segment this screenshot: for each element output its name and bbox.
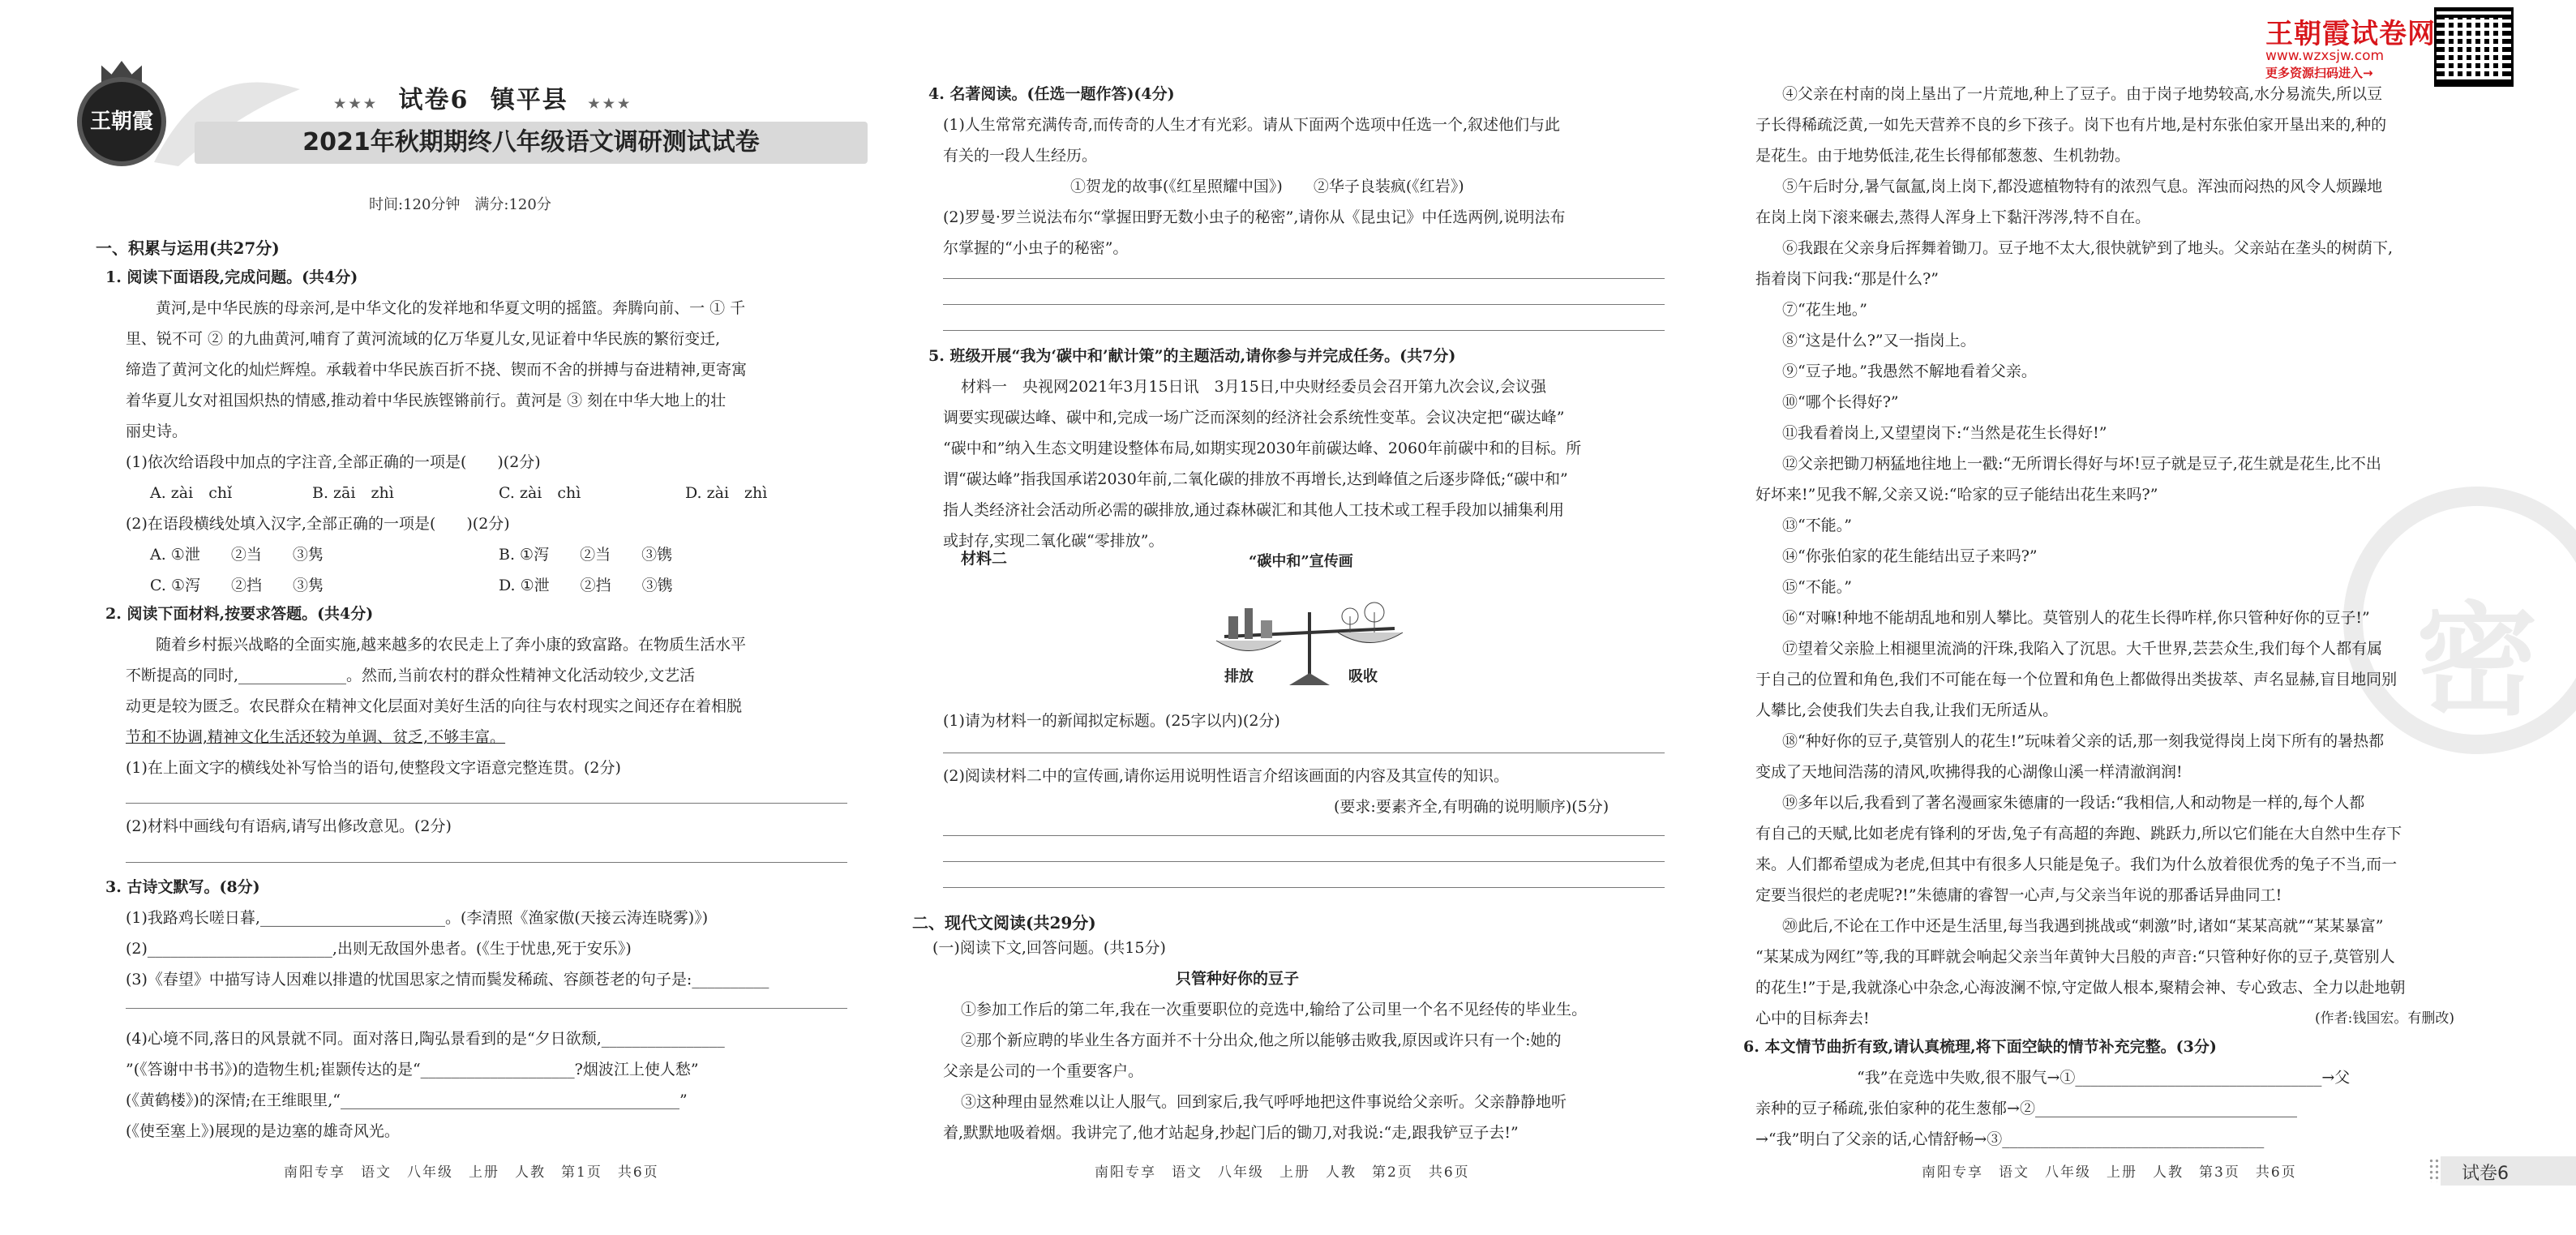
passage-line: 着华夏儿女对祖国炽热的情感,推动着中华民族铿锵前行。黄河是 ③ 刻在中华大地上的壮 (126, 392, 727, 410)
story-paragraph: ①参加工作后的第二年,我在一次重要职位的竞选中,输给了公司里一个名不见经传的毕业生。 (961, 1001, 1588, 1018)
site-name: 王朝霞试卷网 (2265, 18, 2436, 50)
option: D. ①泄 ②挡 ③镌 (499, 577, 673, 594)
star-icon: ★★★ (588, 96, 633, 111)
sub-question: (2)在语段横线处填入汉字,全部正确的一项是( )(2分) (126, 515, 510, 533)
material-line: “碳中和”纳入生态文明建设整体布局,如期实现2030年前碳达峰、2060年前碳中和的目标。所 (943, 440, 1582, 457)
story-paragraph: ④父亲在村南的岗上垦出了一片荒地,种上了豆子。由于岗子地势较高,水分易流失,所以豆 (1782, 85, 2383, 103)
story-paragraph: ⑨“豆子地。”我愚然不解地看着父亲。 (1782, 362, 2037, 380)
sub-question: 有关的一段人生经历。 (943, 147, 1098, 165)
page-column-1 (0, 0, 892, 1235)
story-paragraph: ⑫父亲把锄刀柄猛地往地上一戳:“无所谓长得好与坏!豆子就是豆子,花生就是花生,比不出 (1782, 455, 2381, 473)
sub-question: (1)请为材料一的新闻拟定标题。(25字以内)(2分) (943, 712, 1280, 730)
recitation-line: (2)________________________,出则无敌国外患者。(《生于忧患,死于安乐》) (126, 940, 632, 958)
recitation-line: (1)我路鸡长嗟日暮,________________________。(李清照《渔家傲(天接云涛连晓雾)》) (126, 909, 709, 927)
exam-meta: 时间:120分钟 满分:120分 (369, 196, 551, 213)
exam-number: 试卷6 (398, 86, 469, 114)
recitation-line: (4)心境不同,落日的风景就不同。面对落日,陶弘景看到的是“夕日欲颓,________________ (126, 1030, 725, 1048)
option: B. zāi zhì (312, 484, 394, 502)
answer-line[interactable] (943, 278, 1665, 279)
story-paragraph: 子长得稀疏泛黄,一如先天营养不良的乡下孩子。岗下也有片地,是村东张伯家开垦出来的,种的 (1755, 116, 2387, 134)
sub-question: (2)材料中画线句有语病,请写出修改意见。(2分) (126, 817, 452, 835)
question-1: 1. 阅读下面语段,完成问题。(共4分) (105, 268, 358, 286)
author-note: (作者:钱国宏。有删改) (2315, 1010, 2454, 1027)
passage-line: 不断提高的同时,______________。然而,当前农村的群众性精神文化活动较少,文艺活 (126, 667, 696, 684)
recitation-line: ”(《答谢中书书》)的造物生机;崔颢传达的是“____________________?烟波江上使人愁” (126, 1061, 699, 1078)
story-paragraph: ⑩“哪个长得好?” (1782, 393, 1899, 411)
dots-decoration-icon (2428, 1158, 2440, 1182)
story-paragraph: 在岗上岗下滚来碾去,蒸得人浑身上下黏汗涔涔,特不自在。 (1755, 208, 2151, 226)
sub-question: (1)在上面文字的横线处补写恰当的语句,使整段文字语意完整连贯。(2分) (126, 759, 621, 777)
sub-question-requirement: (要求:要素齐全,有明确的说明顺序)(5分) (1334, 798, 1609, 816)
story-paragraph: ⑯“对嘛!种地不能胡乱地和别人攀比。莫管别人的花生长得咋样,你只管种好你的豆子!” (1782, 609, 2370, 627)
answer-line[interactable] (126, 803, 847, 804)
story-paragraph: ③这种理由显然难以让人服气。回到家后,我气呼呼地把这件事说给父亲听。父亲静静地听 (961, 1093, 1567, 1111)
story-paragraph: ⑪我看着岗上,又望望岗下:“当然是花生长得好!” (1782, 424, 2107, 442)
recitation-line: (《黄鹤楼》)的深情;在王维眼里,“____________________________________________” (126, 1091, 688, 1109)
story-paragraph: ⑱“种好你的豆子,莫管别人的花生!”玩味着父亲的话,那一刻我觉得岗上岗下所有的暑热都 (1782, 732, 2385, 750)
exam-banner: 2021年秋期期终八年级语文调研测试试卷 (195, 122, 868, 164)
story-paragraph: ⑦“花生地。” (1782, 301, 1867, 319)
story-paragraph: 好坏来!”见我不解,父亲又说:“哈家的豆子能结出花生来吗?” (1755, 486, 2158, 504)
story-paragraph: 有自己的天赋,比如老虎有锋利的牙齿,兔子有高超的奔跑、跳跃力,所以它们能在大自然中生存下 (1755, 825, 2402, 843)
passage-line: 缔造了黄河文化的灿烂辉煌。承载着中华民族百折不挠、锲而不舍的拼搏与奋进精神,更寄寓 (126, 361, 748, 379)
page-footer: 南阳专享 语文 八年级 上册 人教 第1页 共6页 (284, 1164, 659, 1181)
exam-county: 镇平县 (490, 86, 568, 114)
sub-question: (2)阅读材料二中的宣传画,请你运用说明性语言介绍该画面的内容及其宣传的知识。 (943, 767, 1509, 785)
story-paragraph: ⑤午后时分,暑气氤氲,岗上岗下,都没遮植物特有的浓烈气息。浑浊而闷热的风令人烦躁地 (1782, 178, 2383, 195)
material-label: 材料二 (961, 550, 1008, 568)
page-footer: 南阳专享 语文 八年级 上册 人教 第2页 共6页 (1095, 1164, 1470, 1181)
material-line: 调要实现碳达峰、碳中和,完成一场广泛而深刻的经济社会系统性变革。会议决定把“碳达峰” (943, 409, 1565, 427)
story-paragraph: 的花生!”于是,我就涤心中杂念,心海波澜不惊,守定做人根本,聚精会神、专心致志、全力以赴地朝 (1755, 979, 2406, 997)
option: C. ①泻 ②挡 ③隽 (150, 577, 324, 594)
question-5: 5. 班级开展“我为‘碳中和’献计策”的主题活动,请你参与并完成任务。(共7分) (928, 347, 1456, 365)
exam-title (324, 79, 642, 115)
option: D. zài zhì (685, 484, 768, 502)
passage-line: 节和不协调,精神文化生活还较为单调、贫乏,不够丰富。 (126, 728, 506, 746)
story-title: 只管种好你的豆子 (1176, 970, 1300, 988)
passage-line: 黄河,是中华民族的母亲河,是中华文化的发祥地和华夏文明的摇篮。奔腾向前、一 ① 千 (156, 299, 746, 317)
options: ①贺龙的故事(《红星照耀中国》) ②华子良装疯(《红岩》) (1070, 178, 1464, 195)
answer-line[interactable] (126, 1008, 847, 1009)
site-url: www.wzxsjw.com (2265, 48, 2385, 64)
paper-tag (2441, 1156, 2576, 1186)
answer-line[interactable] (943, 330, 1665, 331)
sub-question: (1)人生常常充满传奇,而传奇的人生才有光彩。请从下面两个选项中任选一个,叙述他们与此 (943, 116, 1560, 134)
story-paragraph: ⑬“不能。” (1782, 517, 1852, 534)
watermark-icon (2343, 487, 2576, 754)
passage-line: 动更是较为匮乏。农民群众在精神文化层面对美好生活的向往与农村现实之间还存在着相脱 (126, 697, 743, 715)
passage-line: 丽史诗。 (126, 422, 188, 440)
illustration-label: 排放 (1224, 668, 1254, 685)
option: B. ①泻 ②当 ③镌 (499, 546, 673, 564)
answer-line[interactable] (943, 304, 1665, 305)
story-paragraph: ⑧“这是什么?”又一指岗上。 (1782, 332, 1976, 349)
option: A. ①泄 ②当 ③隽 (150, 546, 324, 564)
story-paragraph: 是花生。由于地势低洼,花生长得郁郁葱葱、生机勃勃。 (1755, 147, 2131, 165)
illustration-label: 吸收 (1348, 668, 1378, 685)
material-line: 指人类经济社会活动所必需的碳排放,通过森林碳汇和其他人工技术或工程手段加以捕集利用 (943, 501, 1565, 519)
option: C. zài chì (499, 484, 581, 502)
story-paragraph: 着,默默地吸着烟。我讲完了,他才站起身,抄起门后的锄刀,对我说:“走,跟我铲豆子去!” (943, 1124, 1519, 1142)
badge-text: 王朝霞 (89, 109, 153, 134)
story-paragraph: ⑳此后,不论在工作中还是生活里,每当我遇到挑战或“刺激”时,诸如“某某高就”“某某暴富” (1782, 917, 2384, 935)
watermark-text: 密 (2415, 590, 2538, 732)
question-3: 3. 古诗文默写。(8分) (105, 878, 260, 896)
story-paragraph: ⑭“你张伯家的花生能结出豆子来吗?” (1782, 547, 2038, 565)
section-heading: 一、积累与运用(共27分) (96, 238, 280, 258)
qr-code-icon[interactable] (2437, 10, 2511, 84)
story-paragraph: 人攀比,会使我们失去自我,让我们无所适从。 (1755, 701, 2059, 719)
plot-chain-line: 亲种的豆子稀疏,张伯家种的花生葱郁→②__________________________________ (1755, 1100, 2297, 1117)
paper-tag-text: 试卷6 (2462, 1164, 2509, 1184)
story-paragraph: 定要当很烂的老虎呢?!”朱德庸的睿智一心声,与父亲当年说的那番话异曲同工! (1755, 886, 2282, 904)
sub-question: 尔掌握的“小虫子的秘密”。 (943, 239, 1129, 257)
story-paragraph: ②那个新应聘的毕业生各方面并不十分出众,他之所以能够击败我,原因或许只有一个:她的 (961, 1031, 1562, 1049)
story-paragraph: 指着岗下问我:“那是什么?” (1755, 270, 1940, 288)
story-paragraph: 于自己的位置和角色,我们不可能在每一个位置和角色上都做得出类拔萃、声名显赫,盲目地同别 (1755, 671, 2398, 688)
sub-question: (1)依次给语段中加点的字注音,全部正确的一项是( )(2分) (126, 453, 541, 471)
section-heading: 二、现代文阅读(共29分) (912, 913, 1096, 933)
option: A. zài chǐ (150, 484, 233, 502)
plot-chain-line: “我”在竞选中失败,很不服气→①________________________________→父 (1857, 1069, 2351, 1087)
story-paragraph: 父亲是公司的一个重要客户。 (943, 1062, 1144, 1080)
recitation-line: (3)《春望》中描写诗人因难以排遣的忧国思家之情而鬓发稀疏、容颜苍老的句子是:__________ (126, 971, 769, 988)
star-icon: ★★★ (334, 96, 379, 111)
material-line: 或封存,实现二氧化碳“零排放”。 (943, 532, 1164, 550)
story-paragraph: “某某成为网红”等,我的耳畔就会响起父亲当年黄钟大吕般的声音:“只管种好你的豆子,莫管别人 (1755, 948, 2395, 966)
passage-line: 里、锐不可 ② 的九曲黄河,哺育了黄河流域的亿万华夏儿女,见证着中华民族的繁衍变迁, (126, 330, 721, 348)
site-subtitle: 更多资源扫码进入→ (2265, 66, 2373, 80)
story-paragraph: 变成了天地间浩荡的清风,吹拂得我的心湖像山溪一样清澈润润! (1755, 763, 2183, 781)
story-paragraph: ⑥我跟在父亲身后挥舞着锄刀。豆子地不太大,很快就铲到了地头。父亲站在垄头的树荫下, (1782, 239, 2394, 257)
passage-line: 随着乡村振兴战略的全面实施,越来越多的农民走上了奔小康的致富路。在物质生活水平 (156, 636, 747, 654)
story-paragraph: ⑮“不能。” (1782, 578, 1852, 596)
question-2: 2. 阅读下面材料,按要求答题。(共4分) (105, 605, 374, 623)
recitation-line: (《使至塞上》)展现的是边塞的雄奇风光。 (126, 1122, 400, 1140)
plot-chain-line: →“我”明白了父亲的话,心情舒畅→③__________________________________ (1755, 1130, 2265, 1148)
story-paragraph: 心中的目标奔去! (1755, 1010, 1870, 1027)
material-line: 谓“碳达峰”指我国承诺2030年前,二氧化碳的排放不再增长,达到峰值之后逐步降低;“碳中和” (943, 470, 1568, 488)
sub-question: (2)罗曼·罗兰说法布尔“掌握田野无数小虫子的秘密”,请你从《昆虫记》中任选两例,说明法布 (943, 208, 1566, 226)
question-4: 4. 名著阅读。(任选一题作答)(4分) (928, 85, 1175, 103)
page-column-3 (1727, 0, 2576, 1235)
page-footer: 南阳专享 语文 八年级 上册 人教 第3页 共6页 (1922, 1164, 2297, 1181)
illustration-title: “碳中和”宣传画 (1249, 553, 1353, 570)
question-6: 6. 本文情节曲折有致,请认真梳理,将下面空缺的情节补充完整。(3分) (1743, 1038, 2217, 1056)
story-paragraph: ⑲多年以后,我看到了著名漫画家朱德庸的一段话:“我相信,人和动物是一样的,每个人都 (1782, 794, 2365, 812)
sub-heading: (一)阅读下文,回答问题。(共15分) (932, 939, 1166, 957)
material-line: 材料一 央视网2021年3月15日讯 3月15日,中央财经委员会召开第九次会议,会议强 (961, 378, 1546, 396)
story-paragraph: 来。人们都希望成为老虎,但其中有很多人只能是兔子。我们为什么放着很优秀的兔子不当,而一 (1755, 855, 2398, 873)
answer-line[interactable] (126, 862, 847, 863)
story-paragraph: ⑰望着父亲脸上相褪里流淌的汗珠,我陷入了沉思。大千世界,芸芸众生,我们每个人都有属 (1782, 640, 2383, 658)
